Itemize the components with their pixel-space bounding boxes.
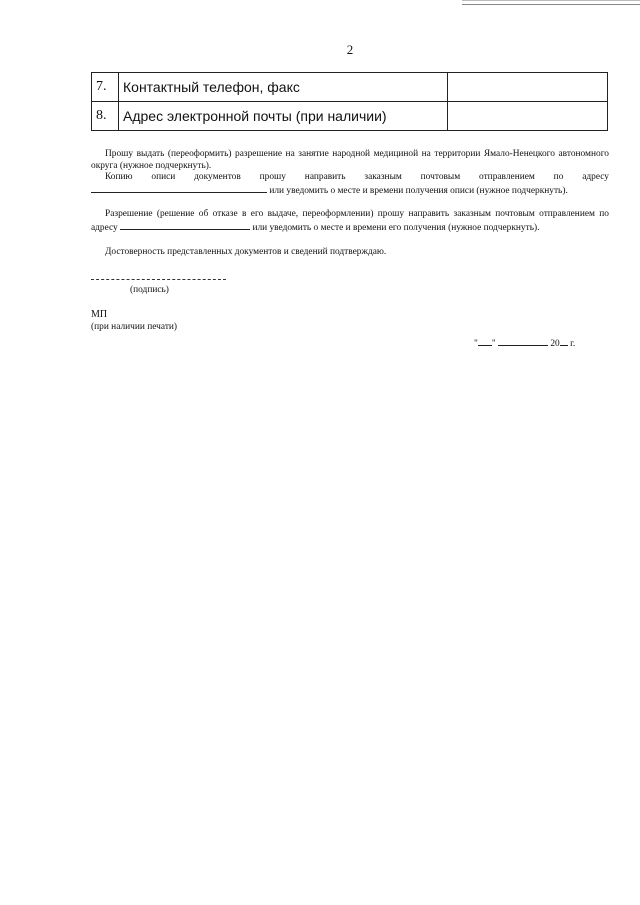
row-number: 8.	[92, 102, 119, 131]
permit-delivery-paragraph	[91, 209, 609, 234]
stamp-note: (при наличии печати)	[91, 322, 178, 332]
signature-caption: (подпись)	[130, 285, 169, 295]
year-prefix: 20	[550, 339, 560, 349]
page-number: 2	[346, 42, 354, 57]
year-blank[interactable]	[560, 337, 568, 346]
stamp-label: МП	[91, 309, 108, 320]
paragraph-text: или уведомить о месте и времени его получения (нужное подчеркнуть).	[252, 222, 540, 233]
inventory-copy-paragraph	[91, 172, 609, 197]
date-quote: "	[491, 339, 496, 349]
paragraph-text: Копию описи документов прошу направить заказным почтовым отправлением по адресу	[105, 172, 609, 182]
phone-fax-field[interactable]	[448, 73, 608, 102]
address-blank[interactable]	[120, 221, 250, 230]
paragraph-text: или уведомить о месте и времени получения описи (нужное подчеркнуть).	[269, 185, 568, 196]
month-blank[interactable]	[498, 337, 548, 346]
day-blank[interactable]	[478, 337, 492, 346]
row-label: Контактный телефон, факс	[119, 73, 448, 102]
row-number: 7.	[92, 73, 119, 102]
signature-line[interactable]	[91, 279, 226, 280]
email-field[interactable]	[448, 102, 608, 131]
table-row	[92, 73, 608, 102]
form-table	[91, 72, 608, 131]
row-label: Адрес электронной почты (при наличии)	[119, 102, 448, 131]
date-line	[474, 337, 575, 349]
paragraph-text: Разрешение (решение об отказе в его выдаче, переоформлении) прошу направить заказным почтовым отправлением по адресу	[91, 209, 609, 233]
table-row	[92, 102, 608, 131]
scan-edge-mark	[462, 0, 640, 5]
request-paragraph: Прошу выдать (переоформить) разрешение на занятие народной медициной на территории Ямало-Ненецкого автономного округа (нужное подчеркнуть).	[91, 149, 609, 171]
date-quote: "	[474, 339, 478, 349]
address-blank[interactable]	[91, 184, 267, 193]
confirmation-paragraph: Достоверность представленных документов и сведений подтверждаю.	[105, 247, 387, 257]
year-suffix: г.	[570, 339, 576, 349]
